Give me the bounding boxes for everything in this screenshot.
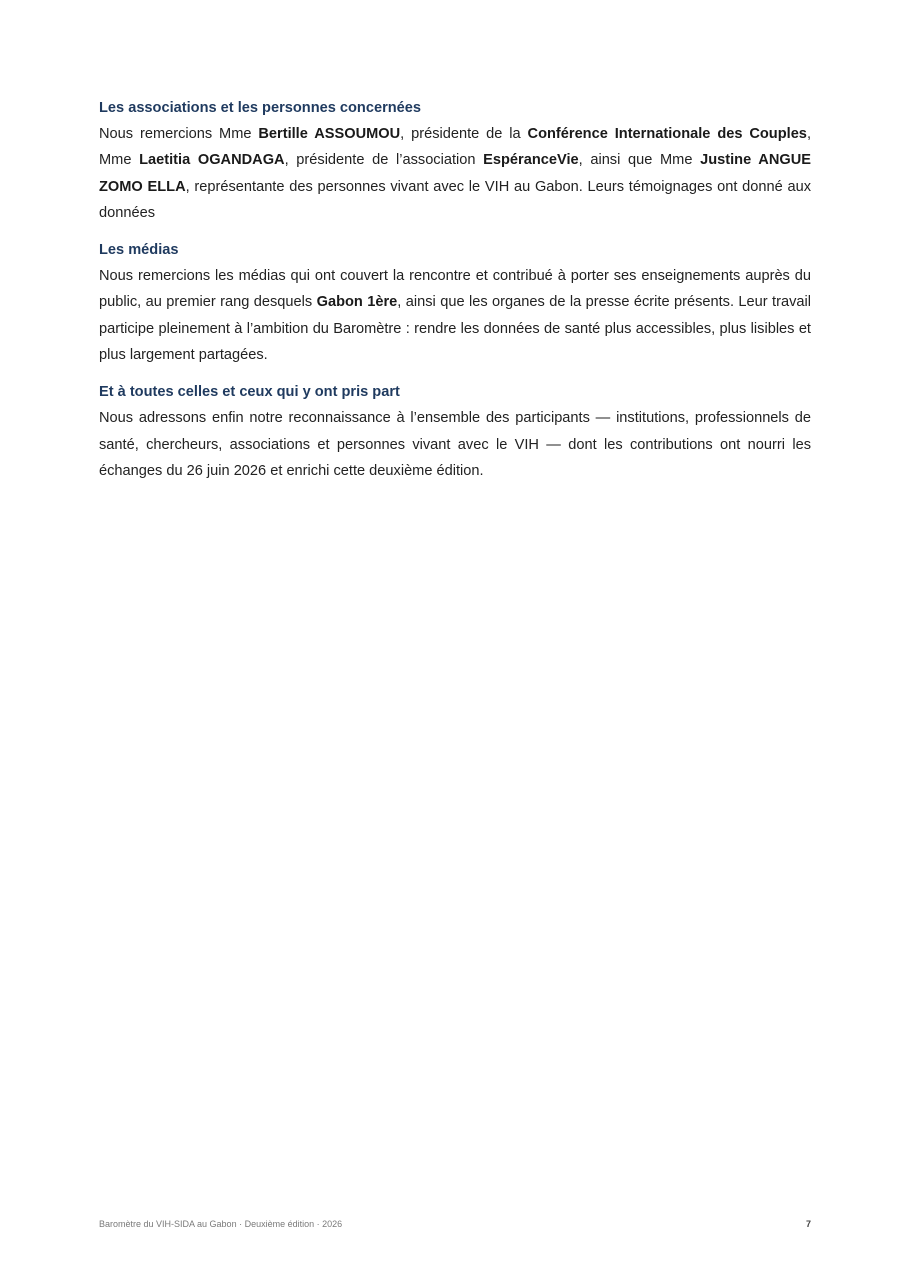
section-paragraph [99,121,811,226]
person-name: Laetitia OGANDAGA [139,152,285,169]
text-run: Nous remercions les médias qui ont couvert la rencontre et contribué à porter ses enseignements auprès du public, au premier rang desquels [99,268,811,311]
document-page [99,97,811,497]
section-associations [99,97,811,226]
text-run: , représentante des personnes vivant avec le VIH au Gabon. Leurs témoignages ont donné aux données [99,178,811,221]
organization-name: Conférence Internationale des Couples [527,126,807,142]
section-title: Les médias [99,242,179,259]
section-title: Les associations et les personnes concernées [99,100,422,116]
text-run: , Mme [99,126,811,169]
organization-name: EspéranceVie [483,152,579,169]
text-run: Nous adressons enfin notre reconnaissance à l’ensemble des participants — institutions, professionnels de santé, chercheurs, associations et personnes vivant avec le VIH — dont les contributions ont nourri les échanges du 26 juin 2026 et enrichi cette deuxième édition. [99,410,811,479]
section-title: Et à toutes celles et ceux qui y ont pris part [99,384,400,401]
section-paragraph [99,263,811,368]
section-paragraph [99,405,811,484]
text-run: , ainsi que Mme [578,152,701,169]
text-run: , présidente de la [400,126,528,142]
person-name: Justine ANGUE ZOMO ELLA [99,152,812,195]
text-run: Nous remercions Mme [99,126,259,142]
section-medias [99,239,811,368]
person-name: Bertille ASSOUMOU [258,126,401,142]
section-participants [99,381,811,484]
text-run: , ainsi que les organes de la presse écrite présents. Leur travail participe pleinement à l’ambition du Baromètre : rendre les données de santé plus accessibles, plus lisibles et plus largement partagées. [99,294,811,364]
page-number: 7 [805,1219,811,1229]
media-name: Gabon 1ère [316,294,398,311]
footer-text: Baromètre du VIH-SIDA au Gabon · Deuxième édition · 2026 [99,1219,343,1229]
page-footer [99,1219,811,1229]
text-run: , présidente de l’association [284,152,484,169]
